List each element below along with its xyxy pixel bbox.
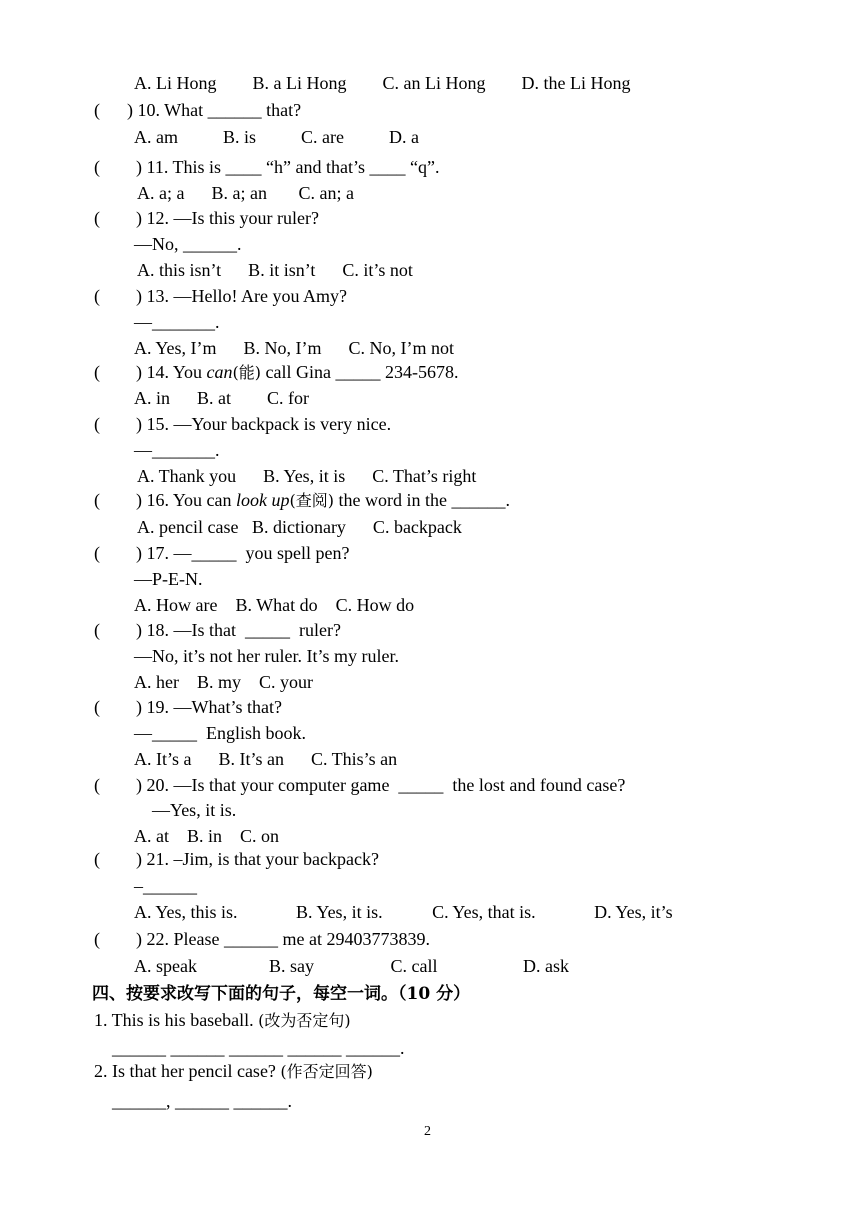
- q12-response: —No, ______.: [134, 234, 242, 254]
- rewrite-2-blanks: ______, ______ ______.: [112, 1091, 292, 1111]
- q11-options: A. a; a B. a; an C. an; a: [137, 183, 354, 203]
- question-21: ( ) 21. –Jim, is that your backpack?: [94, 849, 379, 869]
- q13-response: —_______.: [134, 312, 220, 332]
- q16-options: A. pencil case B. dictionary C. backpack: [137, 517, 462, 537]
- question-13: ( ) 13. —Hello! Are you Amy?: [94, 286, 347, 306]
- q12-options: A. this isn’t B. it isn’t C. it’s not: [137, 260, 413, 280]
- q13-options: A. Yes, I’m B. No, I’m C. No, I’m not: [134, 338, 455, 358]
- q21-options: A. Yes, this is. B. Yes, it is. C. Yes, that is. D. Yes, it’s: [134, 902, 673, 922]
- question-18: ( ) 18. —Is that _____ ruler?: [94, 620, 341, 640]
- section-4-heading: 四、按要求改写下面的句子，每空一词。（10 分）: [92, 984, 471, 1004]
- question-15: ( ) 15. —Your backpack is very nice.: [94, 414, 392, 434]
- question-22: ( ) 22. Please ______ me at 29403773839.: [94, 929, 430, 949]
- question-19: ( ) 19. —What’s that?: [94, 697, 282, 717]
- rewrite-1: 1. This is his baseball. (改为否定句): [94, 1010, 351, 1030]
- q9-options: A. Li Hong B. a Li Hong C. an Li Hong D. the Li Hong: [134, 73, 631, 93]
- rewrite-2: 2. Is that her pencil case? (作否定回答): [94, 1061, 373, 1081]
- q17-response: —P-E-N.: [134, 569, 203, 589]
- q14-options: A. in B. at C. for: [134, 388, 309, 408]
- q15-response: —_______.: [134, 440, 220, 460]
- q15-options: A. Thank you B. Yes, it is C. That’s right: [137, 466, 477, 486]
- question-20: ( ) 20. —Is that your computer game _____ the lost and found case?: [94, 775, 626, 795]
- q18-options: A. her B. my C. your: [134, 672, 313, 692]
- question-16: ( ) 16. You can look up(查阅) the word in the ______.: [94, 490, 510, 510]
- q20-response: —Yes, it is.: [152, 800, 237, 820]
- question-11: ( ) 11. This is ____ “h” and that’s ____ “q”.: [94, 157, 440, 177]
- page-number: 2: [424, 1124, 431, 1139]
- q10-options: A. am B. is C. are D. a: [134, 127, 419, 147]
- q19-options: A. It’s a B. It’s an C. This’s an: [134, 749, 398, 769]
- question-17: ( ) 17. —_____ you spell pen?: [94, 543, 350, 563]
- question-14: ( ) 14. You can(能) call Gina _____ 234-5678.: [94, 362, 459, 382]
- q20-options: A. at B. in C. on: [134, 826, 280, 846]
- q22-options: A. speak B. say C. call D. ask: [134, 956, 569, 976]
- question-10: ( ) 10. What ______ that?: [94, 100, 302, 120]
- q17-options: A. How are B. What do C. How do: [134, 595, 415, 615]
- question-12: ( ) 12. —Is this your ruler?: [94, 208, 319, 228]
- rewrite-1-blanks: ______ ______ ______ ______ ______.: [112, 1038, 405, 1058]
- q21-response: –______: [134, 876, 197, 896]
- q18-response: —No, it’s not her ruler. It’s my ruler.: [134, 646, 399, 666]
- q19-response: —_____ English book.: [134, 723, 307, 743]
